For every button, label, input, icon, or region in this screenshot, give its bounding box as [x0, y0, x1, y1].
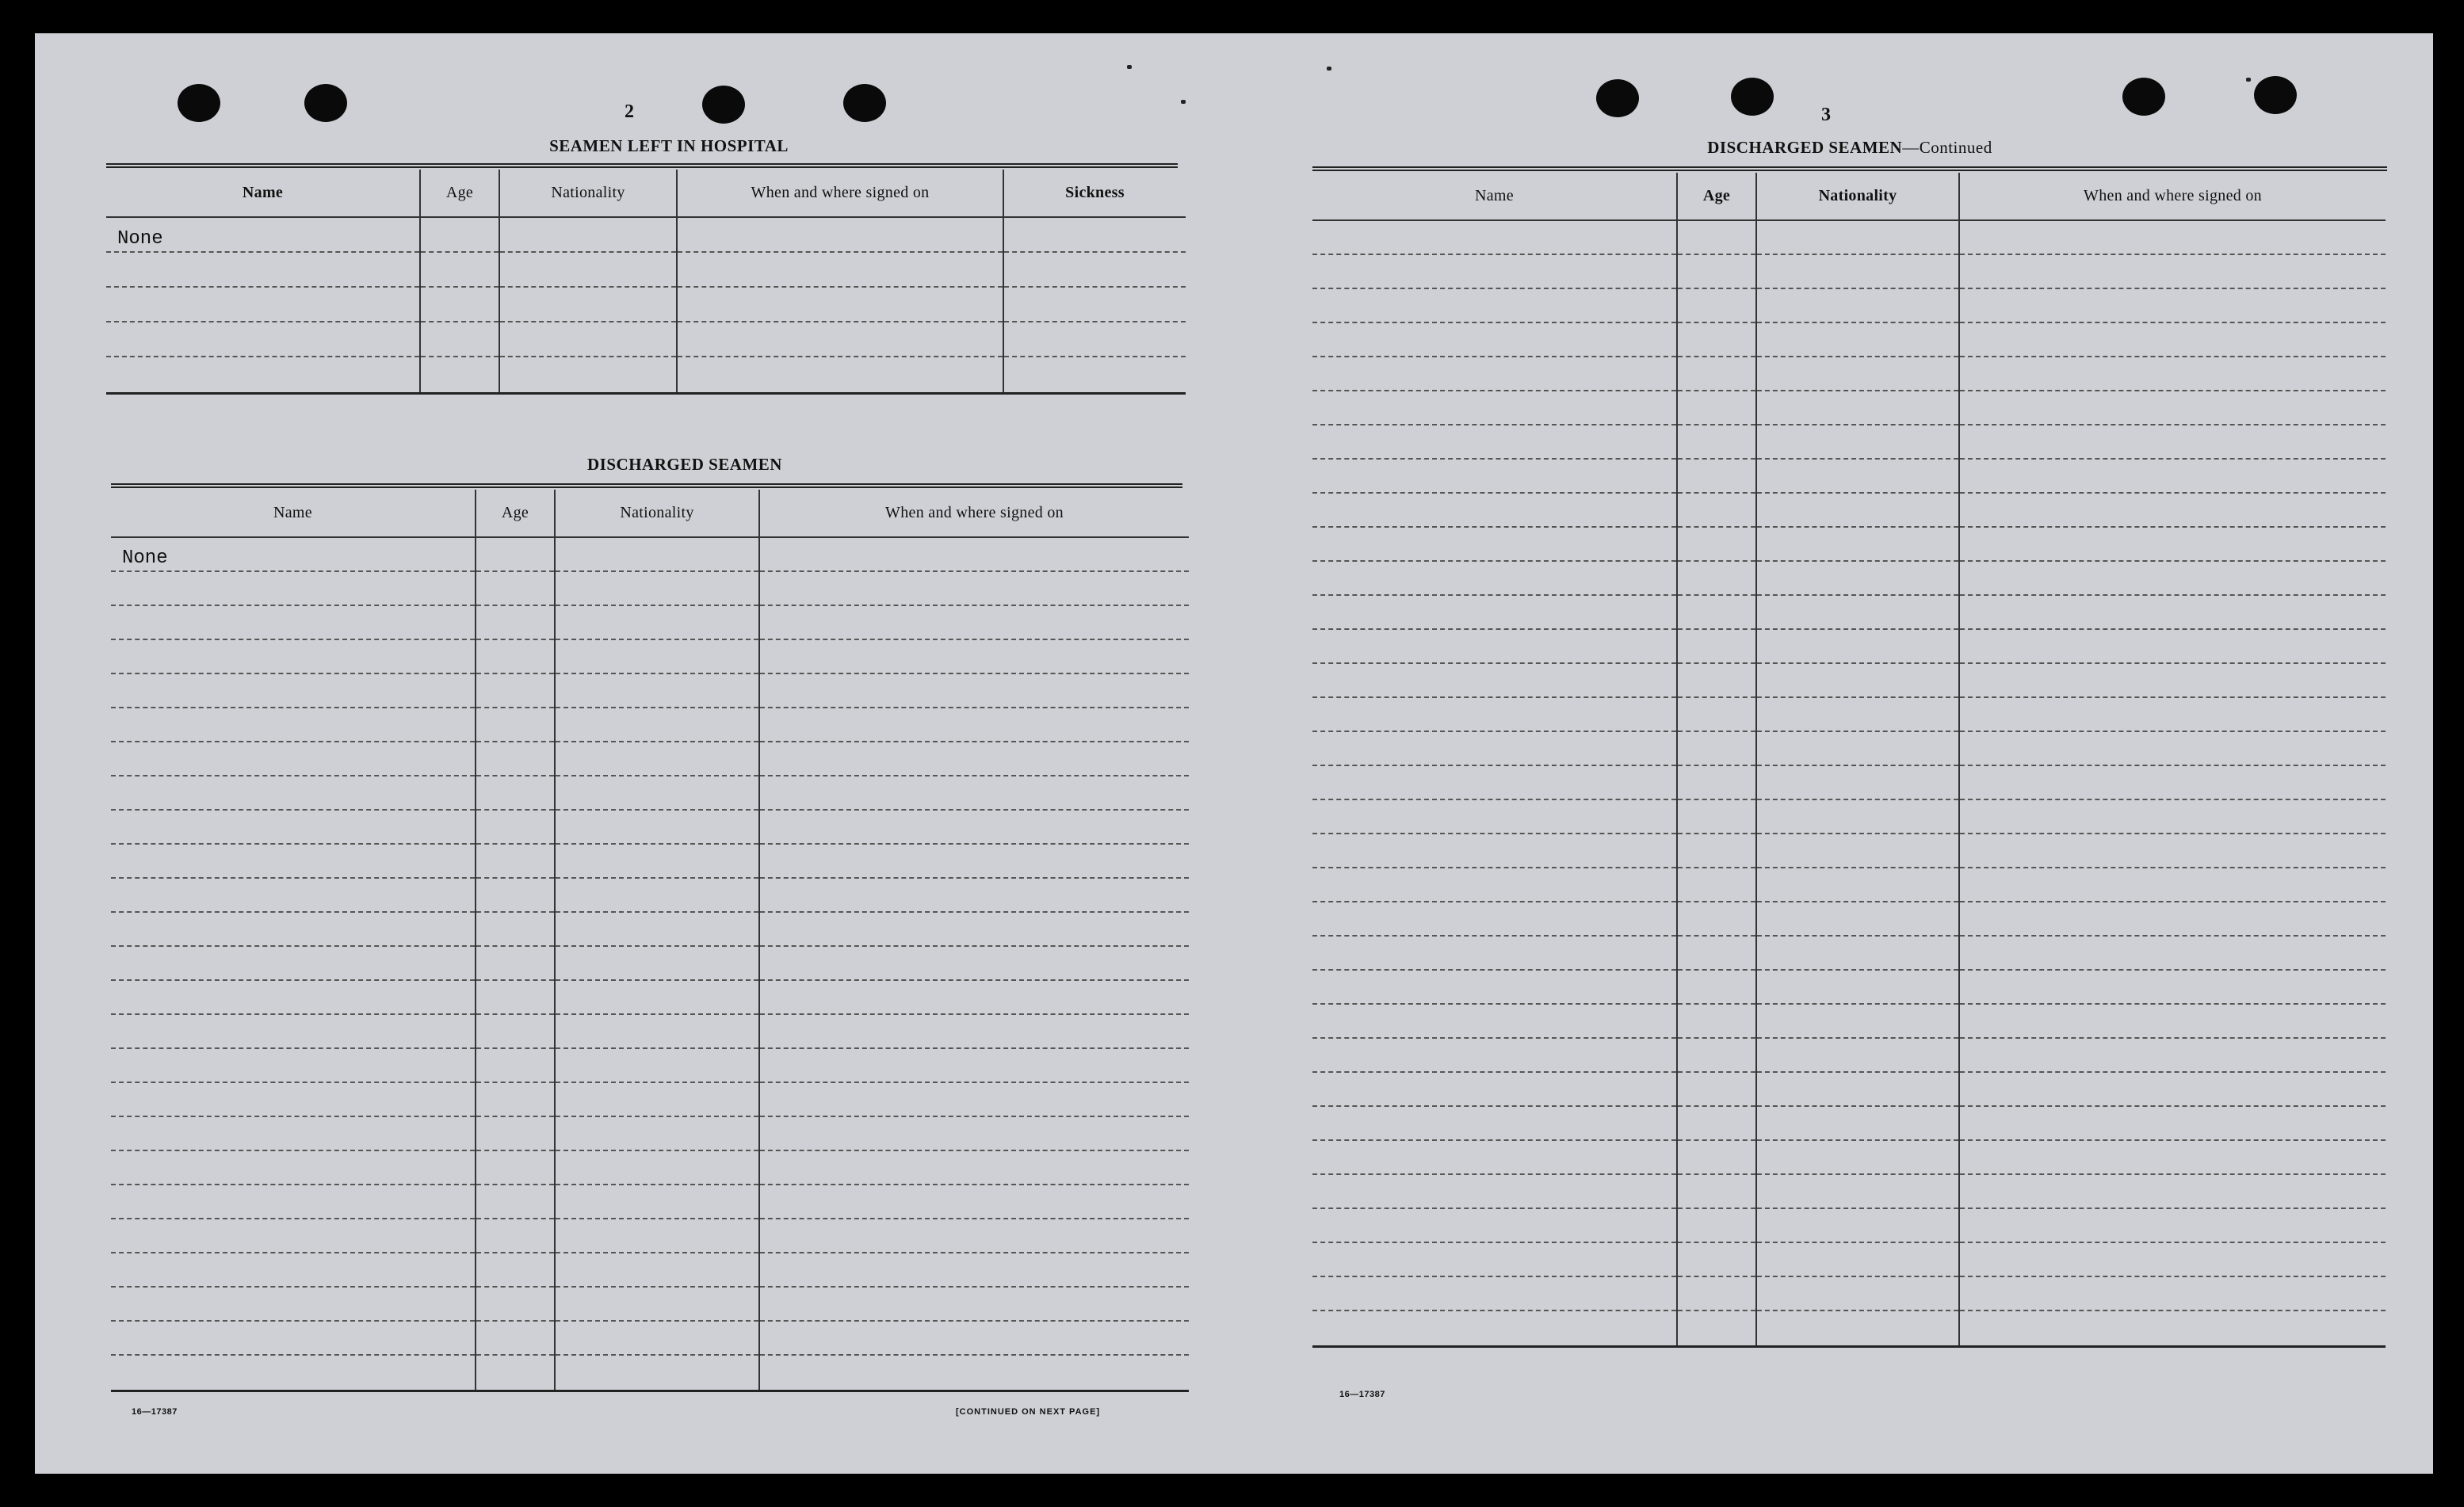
discharged-header-row — [111, 490, 1189, 537]
punch-hole — [1731, 78, 1774, 116]
col-sickness-header: Sickness — [1003, 170, 1186, 217]
right-form-code: 16—17387 — [1339, 1390, 1385, 1399]
table-row — [111, 605, 1189, 639]
col-age-header: Age — [1677, 173, 1756, 220]
table-row — [111, 1014, 1189, 1048]
table-row — [111, 1185, 1189, 1219]
right-page-number: 3 — [1821, 105, 1831, 125]
table-row — [1312, 1106, 2386, 1140]
punch-hole — [702, 86, 745, 124]
hospital-top-rule — [106, 163, 1178, 168]
right-header-row — [1312, 173, 2386, 220]
table-row — [111, 878, 1189, 912]
table-row — [111, 571, 1189, 605]
hospital-table — [106, 170, 1186, 395]
table-row — [106, 252, 1186, 287]
discharged-title: DISCHARGED SEAMEN — [587, 455, 782, 474]
table-row — [111, 1253, 1189, 1287]
discharged-table — [111, 490, 1189, 1392]
table-row — [1312, 527, 2386, 561]
continued-note: [CONTINUED ON NEXT PAGE] — [956, 1407, 1101, 1417]
table-row — [1312, 799, 2386, 834]
punch-hole — [843, 84, 886, 122]
table-row — [1312, 425, 2386, 459]
table-row — [1312, 936, 2386, 970]
table-row — [111, 1355, 1189, 1391]
table-row — [111, 1048, 1189, 1082]
col-nationality-header: Nationality — [499, 170, 677, 217]
table-row — [1312, 731, 2386, 765]
punch-hole — [304, 84, 347, 122]
table-row — [1312, 1276, 2386, 1311]
table-row — [111, 912, 1189, 946]
table-row — [1312, 765, 2386, 799]
col-signed-on-header: When and where signed on — [677, 170, 1003, 217]
table-row — [111, 1219, 1189, 1253]
table-row — [111, 810, 1189, 844]
table-row — [111, 844, 1189, 878]
entry-name: None — [106, 217, 420, 252]
hospital-title: SEAMEN LEFT IN HOSPITAL — [549, 136, 789, 155]
table-row — [1312, 459, 2386, 493]
speck — [1181, 100, 1186, 104]
table-row — [111, 946, 1189, 980]
table-row — [111, 742, 1189, 776]
table-row — [111, 1116, 1189, 1150]
table-row — [1312, 1140, 2386, 1174]
table-row — [111, 1082, 1189, 1116]
table-row — [1312, 663, 2386, 697]
table-row — [111, 980, 1189, 1014]
table-row — [1312, 322, 2386, 357]
table-row — [1312, 288, 2386, 322]
col-age-header: Age — [420, 170, 499, 217]
punch-hole — [178, 84, 220, 122]
table-row — [1312, 1242, 2386, 1276]
table-row — [1312, 357, 2386, 391]
col-age-header: Age — [476, 490, 555, 537]
table-row — [1312, 391, 2386, 425]
table-row — [1312, 970, 2386, 1004]
col-signed-on-header: When and where signed on — [1959, 173, 2386, 220]
table-row — [111, 537, 1189, 571]
table-row — [1312, 902, 2386, 936]
punch-hole — [2122, 78, 2165, 116]
speck — [1127, 65, 1132, 69]
table-row — [1312, 629, 2386, 663]
table-row — [111, 1287, 1189, 1321]
table-row — [1312, 1072, 2386, 1106]
table-row — [1312, 1004, 2386, 1038]
col-nationality-header: Nationality — [1756, 173, 1959, 220]
table-row — [111, 1150, 1189, 1185]
continued-title-main: DISCHARGED SEAMEN — [1707, 138, 1903, 157]
left-form-code: 16—17387 — [132, 1407, 178, 1417]
discharged-top-rule — [111, 483, 1182, 488]
entry-name: None — [111, 537, 476, 571]
document-sheet — [35, 33, 2433, 1474]
right-top-rule — [1312, 166, 2387, 171]
table-row — [106, 357, 1186, 393]
table-row — [1312, 697, 2386, 731]
table-row — [106, 287, 1186, 322]
table-row — [1312, 834, 2386, 868]
table-row — [111, 1321, 1189, 1355]
table-row — [1312, 561, 2386, 595]
left-page-number: 2 — [625, 101, 634, 122]
table-row — [1312, 595, 2386, 629]
col-name-header: Name — [1312, 173, 1677, 220]
col-name-header: Name — [106, 170, 420, 217]
table-row — [106, 322, 1186, 357]
table-row — [1312, 220, 2386, 254]
punch-hole — [1596, 79, 1639, 117]
col-name-header: Name — [111, 490, 476, 537]
speck — [1327, 67, 1331, 71]
col-nationality-header: Nationality — [555, 490, 759, 537]
table-row — [1312, 1208, 2386, 1242]
table-row — [111, 673, 1189, 708]
table-row — [106, 217, 1186, 252]
table-row — [1312, 493, 2386, 527]
speck — [2246, 78, 2251, 82]
table-row — [111, 776, 1189, 810]
table-row — [1312, 1038, 2386, 1072]
table-row — [1312, 1174, 2386, 1208]
continued-title-suffix: —Continued — [1902, 138, 1992, 157]
table-row — [1312, 1311, 2386, 1346]
continued-title — [1612, 138, 2088, 158]
table-row — [1312, 254, 2386, 288]
col-signed-on-header: When and where signed on — [759, 490, 1189, 537]
hospital-header-row — [106, 170, 1186, 217]
punch-hole — [2254, 76, 2297, 114]
table-row — [1312, 868, 2386, 902]
table-row — [111, 708, 1189, 742]
right-discharged-table — [1312, 173, 2386, 1348]
table-row — [111, 639, 1189, 673]
